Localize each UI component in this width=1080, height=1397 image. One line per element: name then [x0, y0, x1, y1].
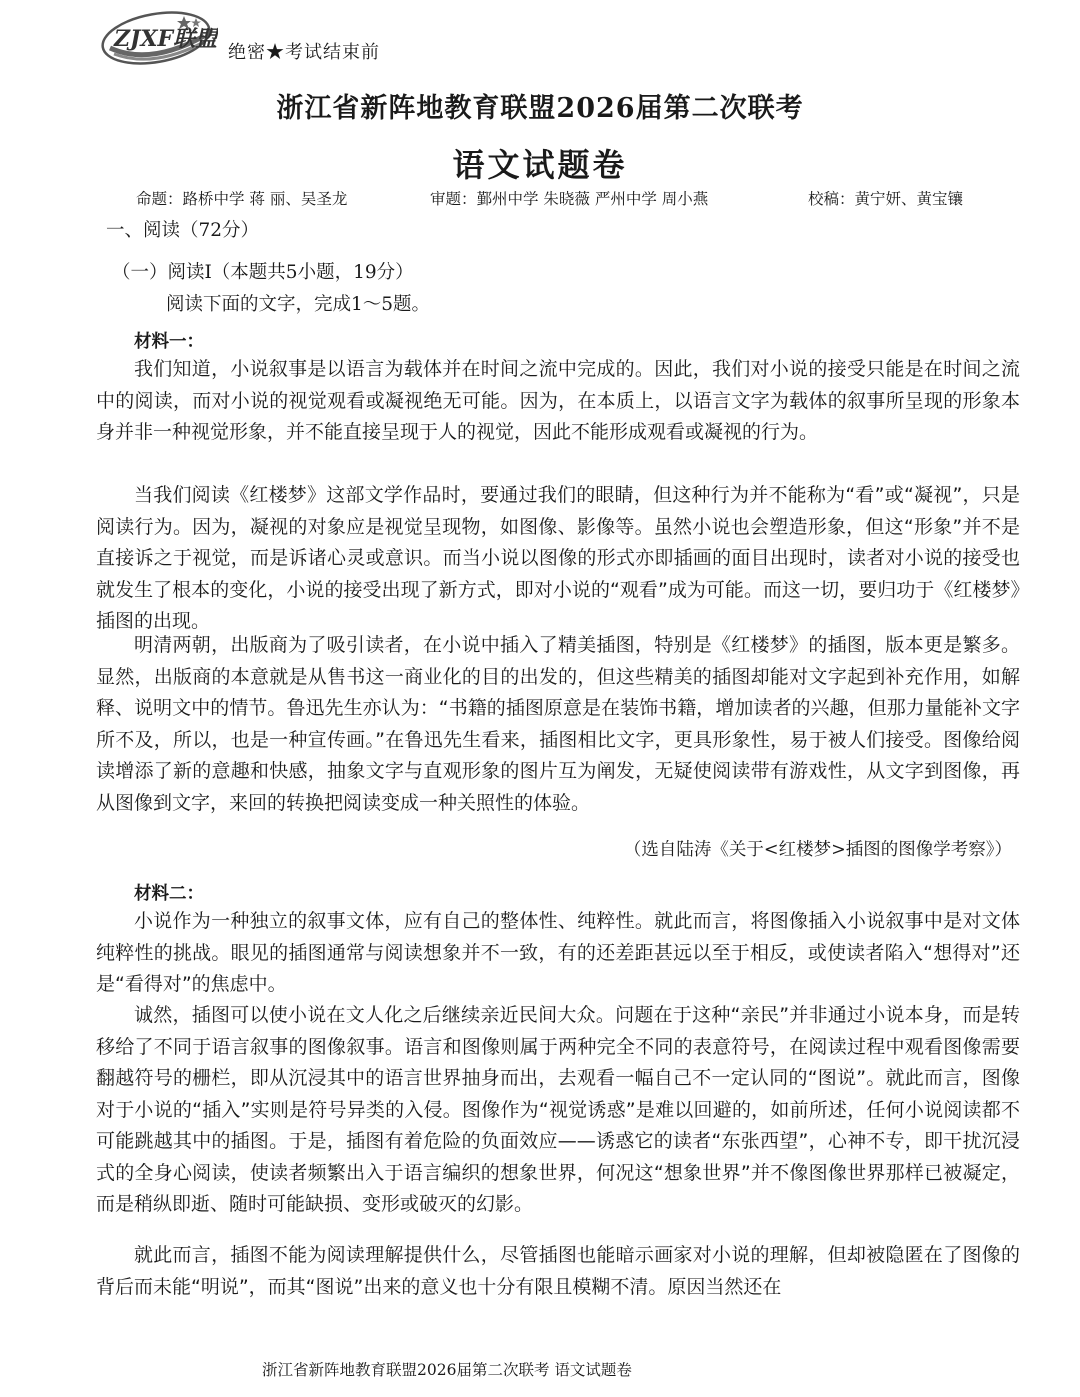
material1-paragraph: 明清两朝，出版商为了吸引读者，在小说中插入了精美插图，特别是《红楼梦》的插图，版本更是繁多。显然，出版商的本意就是从售书这一商业化的目的出发的，但这些精美的插图却能对文字起到补充作用，如解释、说明文中的情节。鲁迅先生亦认为：“书籍的插图原意是在装饰书籍，增加读者的兴趣，但那力量能补文字所不及，所以，也是一种宣传画。”在鲁迅先生看来，插图相比文字，更具形象性，易于被人们接受。图像给阅读增添了新的意趣和快感，抽象文字与直观形象的图片互为阐发，无疑使阅读带有游戏性，从文字到图像，再从图像到文字，来回的转换把阅读变成一种关照性的体验。 — [96, 634, 1020, 814]
section-heading: 一、阅读（72分） — [106, 220, 260, 241]
material2-paragraph: 诚然，插图可以使小说在文人化之后继续亲近民间大众。问题在于这种“亲民”并非通过小说本身，而是转移给了不同于语言叙事的图像叙事。语言和图像则属于两种完全不同的表意符号，在阅读过程中观看图像需要翻越符号的栅栏，即从沉浸其中的语言世界抽身而出，去观看一幅自己不一定认同的“图说”。就此而言，图像对于小说的“插入”实则是符号异类的入侵。图像作为“视觉诱惑”是难以回避的，如前所述，任何小说阅读都不可能跳越其中的插图。于是，插图有着危险的负面效应——诱惑它的读者“东张西望”，心神不专，即干扰沉浸式的全身心阅读，使读者频繁出入于语言编织的想象世界，何况这“想象世界”并不像图像世界那样已被凝定，而是稍纵即逝、随时可能缺损、变形或破灭的幻影。 — [96, 1004, 1020, 1215]
credits-proofreaders: 校稿：黄宁妍、黄宝镶 — [808, 190, 964, 208]
material2-label: 材料二： — [134, 884, 204, 904]
confidential-label: 绝密★考试结束前 — [228, 42, 380, 63]
paper-title: 语文试题卷 — [452, 146, 628, 184]
material2-paragraph: 就此而言，插图不能为阅读理解提供什么，尽管插图也能暗示画家对小说的理解，但却被隐匿在了图像的背后而未能“明说”，而其“图说”出来的意义也十分有限且模糊不清。原因当然还在 — [96, 1244, 1020, 1298]
exam-title: 浙江省新阵地教育联盟2026届第二次联考 — [276, 93, 804, 124]
material1-label: 材料一： — [134, 332, 204, 352]
instruction-text: 阅读下面的文字，完成1～5题。 — [166, 294, 431, 315]
subsection-heading: （一）阅读Ⅰ（本题共5小题，19分） — [112, 262, 414, 283]
material1-paragraph: 我们知道，小说叙事是以语言为载体并在时间之流中完成的。因此，我们对小说的接受只能是在时间之流中的阅读，而对小说的视觉观看或凝视绝无可能。因为，在本质上，以语言文字为载体的叙事所呈现的形象本身并非一种视觉形象，并不能直接呈现于人的视觉，因此不能形成观看或凝视的行为。 — [96, 358, 1020, 443]
svg-text:ZJXF联盟: ZJXF联盟 — [114, 26, 218, 52]
logo-emblem-icon — [100, 8, 218, 66]
page-footer: 浙江省新阵地教育联盟2026届第二次联考 语文试题卷 — [262, 1361, 632, 1379]
credits-authors: 命题：路桥中学 蒋 丽、吴圣龙 — [136, 190, 348, 208]
alliance-logo — [100, 8, 218, 66]
material1-paragraph: 当我们阅读《红楼梦》这部文学作品时，要通过我们的眼睛，但这种行为并不能称为“看”或“凝视”，只是阅读行为。因为，凝视的对象应是视觉呈现物，如图像、影像等。虽然小说也会塑造形象，但这“形象”并不是直接诉之于视觉，而是诉诸心灵或意识。而当小说以图像的形式亦即插画的面目出现时，读者对小说的接受也就发生了根本的变化，小说的接受出现了新方式，即对小说的“观看”成为可能。而这一切，要归功于《红楼梦》插图的出现。 — [96, 484, 1020, 632]
credits-reviewers: 审题：鄞州中学 朱晓薇 严州中学 周小燕 — [430, 190, 709, 208]
material2-paragraph: 小说作为一种独立的叙事文体，应有自己的整体性、纯粹性。就此而言，将图像插入小说叙事中是对文体纯粹性的挑战。眼见的插图通常与阅读想象并不一致，有的还差距甚远以至于相反，或使读者陷入“想得对”还是“看得对”的焦虑中。 — [96, 910, 1020, 995]
material1-source: （选自陆涛《关于<红楼梦>插图的图像学考察》） — [623, 840, 1012, 860]
